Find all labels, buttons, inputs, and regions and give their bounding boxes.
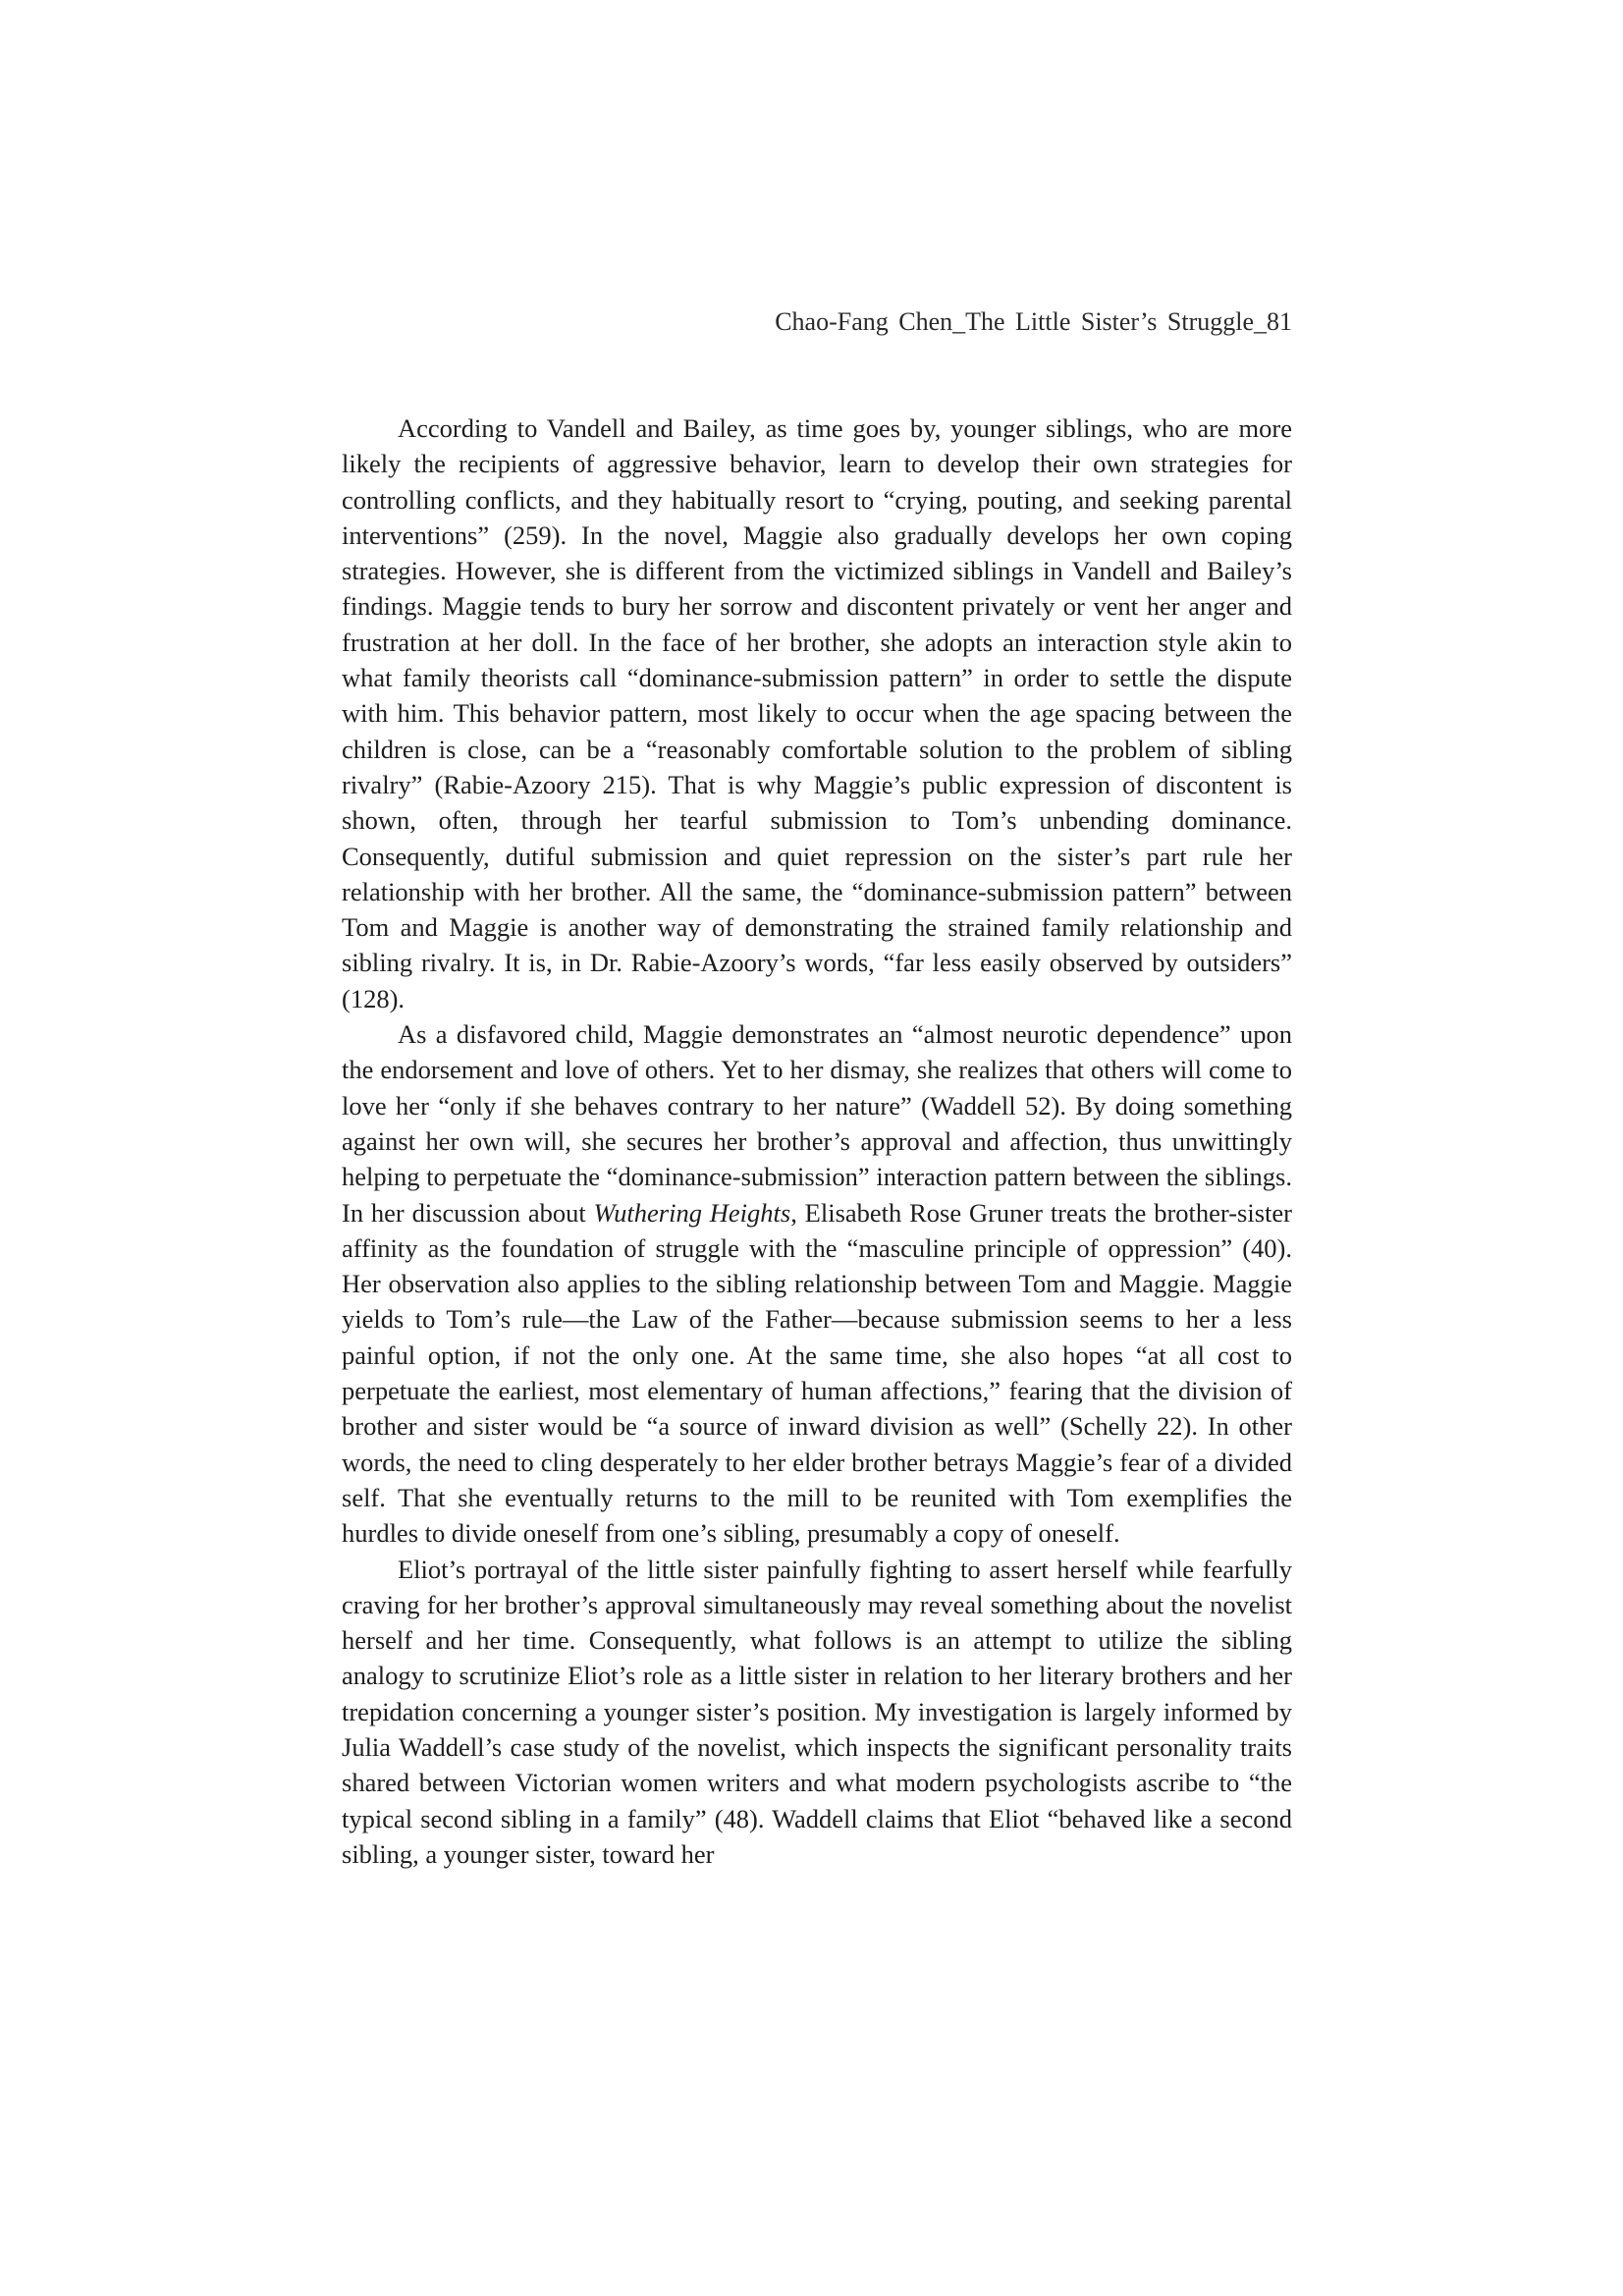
paragraph-2: [342, 1016, 1292, 1551]
running-head: Chao-Fang Chen_The Little Sister’s Struggle_81: [775, 307, 1292, 336]
paragraph-2-part-1: As a disfavored child, Maggie demonstrates an “almost neurotic dependence” upon the endorsement and love of others. Yet to her dismay, she realizes that others will come to love her “only if she behaves contrary to her nature” (Waddell 52). By doing something against her own will, she secures her brother’s approval and affection, thus unwittingly helping to perpetuate the “dominance-submission” interaction pattern between the siblings. In her discussion about: [342, 1019, 1292, 1228]
book-title-italic: Wuthering Heights: [593, 1197, 791, 1228]
body-text: [342, 410, 1292, 1872]
paragraph-1: According to Vandell and Bailey, as time goes by, younger siblings, who are more likely the recipients of aggressive behavior, learn to develop their own strategies for controlling conflicts, and they habitually resort to “crying, pouting, and seeking parental interventions” (259). In the novel, Maggie also gradually develops her own coping strategies. However, she is different from the victimized siblings in Vandell and Bailey’s findings. Maggie tends to bury her sorrow and discontent privately or vent her anger and frustration at her doll. In the face of her brother, she adopts an interaction style akin to what family theorists call “dominance-submission pattern” in order to settle the dispute with him. This behavior pattern, most likely to occur when the age spacing between the children is close, can be a “reasonably comfortable solution to the problem of sibling rivalry” (Rabie-Azoory 215). That is why Maggie’s public expression of discontent is shown, often, through her tearful submission to Tom’s unbending dominance. Consequently, dutiful submission and quiet repression on the sister’s part rule her relationship with her brother. All the same, the “dominance-submission pattern” between Tom and Maggie is another way of demonstrating the strained family relationship and sibling rivalry. It is, in Dr. Rabie-Azoory’s words, “far less easily observed by outsiders” (128).: [342, 413, 1292, 1013]
paragraph-2-part-2: , Elisabeth Rose Gruner treats the brother-sister affinity as the foundation of struggle with the “masculine principle of oppression” (40). Her observation also applies to the sibling relationship between Tom and Maggie. Maggie yields to Tom’s rule—the Law of the Father—because submission seems to her a less painful option, if not the only one. At the same time, she also hopes “at all cost to perpetuate the earliest, most elementary of human affections,” fearing that the division of brother and sister would be “a source of inward division as well” (Schelly 22). In other words, the need to cling desperately to her elder brother betrays Maggie’s fear of a divided self. That she eventually returns to the mill to be reunited with Tom exemplifies the hurdles to divide oneself from one’s sibling, presumably a copy of oneself.: [342, 1197, 1292, 1549]
paragraph-3: Eliot’s portrayal of the little sister painfully fighting to assert herself while fearfully craving for her brother’s approval simultaneously may reveal something about the novelist herself and her time. Consequently, what follows is an attempt to utilize the sibling analogy to scrutinize Eliot’s role as a little sister in relation to her literary brothers and her trepidation concerning a younger sister’s position. My investigation is largely informed by Julia Waddell’s case study of the novelist, which inspects the significant personality traits shared between Victorian women writers and what modern psychologists ascribe to “the typical second sibling in a family” (48). Waddell claims that Eliot “behaved like a second sibling, a younger sister, toward her: [342, 1554, 1292, 1869]
